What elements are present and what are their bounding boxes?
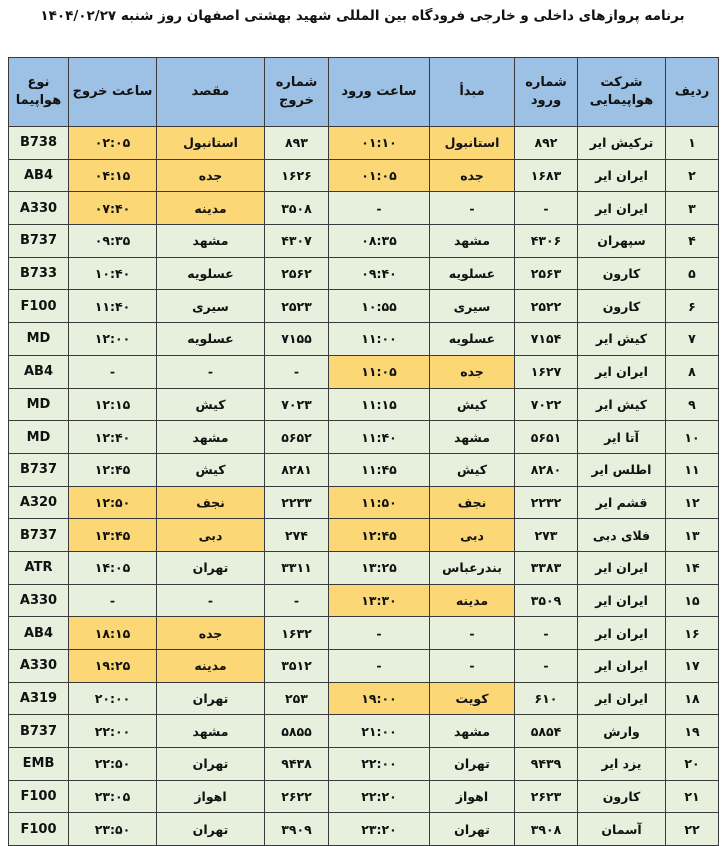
cell-departure-number: ۳۵۱۲ <box>265 650 329 683</box>
cell-airline: کیش ایر <box>578 323 666 356</box>
cell-origin: جده <box>430 355 515 388</box>
cell-departure-time: ۱۴:۰۵ <box>69 551 157 584</box>
cell-row-number: ۲ <box>666 159 719 192</box>
cell-airline: کیش ایر <box>578 388 666 421</box>
cell-arrival-number: ۳۹۰۸ <box>515 813 578 846</box>
table-row <box>9 617 719 650</box>
table-row <box>9 650 719 683</box>
cell-row-number: ۱ <box>666 127 719 160</box>
cell-row-number: ۵ <box>666 257 719 290</box>
cell-arrival-number: ۷۱۵۴ <box>515 323 578 356</box>
cell-departure-time: ۲۳:۵۰ <box>69 813 157 846</box>
cell-departure-number: ۵۸۵۵ <box>265 715 329 748</box>
table-row <box>9 453 719 486</box>
cell-destination: کیش <box>157 453 265 486</box>
cell-row-number: ۱۹ <box>666 715 719 748</box>
cell-origin: بندرعباس <box>430 551 515 584</box>
cell-row-number: ۱۵ <box>666 584 719 617</box>
cell-departure-number: - <box>265 355 329 388</box>
cell-row-number: ۲۲ <box>666 813 719 846</box>
cell-origin: عسلویه <box>430 257 515 290</box>
cell-destination: تهران <box>157 682 265 715</box>
cell-airline: فلای دبی <box>578 519 666 552</box>
cell-airline: ایران ایر <box>578 551 666 584</box>
cell-destination: عسلویه <box>157 323 265 356</box>
header-row-number: ردیف <box>666 58 719 127</box>
header-departure-number: شماره خروج <box>265 58 329 127</box>
cell-departure-number: ۲۵۳ <box>265 682 329 715</box>
cell-arrival-time: - <box>329 617 430 650</box>
table-body <box>9 127 719 846</box>
cell-departure-time: ۱۹:۲۵ <box>69 650 157 683</box>
cell-origin: جده <box>430 159 515 192</box>
cell-arrival-number: ۴۳۰۶ <box>515 225 578 258</box>
cell-arrival-number: ۸۲۸۰ <box>515 453 578 486</box>
cell-origin: دبی <box>430 519 515 552</box>
cell-origin: - <box>430 617 515 650</box>
header-arrival-time: ساعت ورود <box>329 58 430 127</box>
cell-departure-time: ۱۲:۴۰ <box>69 421 157 454</box>
cell-row-number: ۲۱ <box>666 780 719 813</box>
cell-airline: ایران ایر <box>578 584 666 617</box>
cell-aircraft-type: MD <box>9 421 69 454</box>
cell-aircraft-type: ATR <box>9 551 69 584</box>
cell-arrival-time: ۰۱:۱۰ <box>329 127 430 160</box>
cell-aircraft-type: AB4 <box>9 159 69 192</box>
cell-aircraft-type: EMB <box>9 748 69 781</box>
cell-row-number: ۸ <box>666 355 719 388</box>
cell-destination: - <box>157 355 265 388</box>
cell-row-number: ۱۶ <box>666 617 719 650</box>
cell-origin: اهواز <box>430 780 515 813</box>
table-row <box>9 355 719 388</box>
cell-departure-time: ۰۲:۰۵ <box>69 127 157 160</box>
cell-arrival-number: ۷۰۲۲ <box>515 388 578 421</box>
cell-row-number: ۲۰ <box>666 748 719 781</box>
cell-departure-number: ۲۶۲۲ <box>265 780 329 813</box>
cell-departure-number: ۴۳۰۷ <box>265 225 329 258</box>
cell-arrival-time: ۲۲:۲۰ <box>329 780 430 813</box>
cell-arrival-time: ۱۲:۴۵ <box>329 519 430 552</box>
table-row <box>9 192 719 225</box>
header-departure-time: ساعت خروج <box>69 58 157 127</box>
cell-origin: عسلویه <box>430 323 515 356</box>
table-row <box>9 421 719 454</box>
cell-departure-time: ۰۹:۳۵ <box>69 225 157 258</box>
table-row <box>9 682 719 715</box>
cell-aircraft-type: A330 <box>9 584 69 617</box>
cell-arrival-number: ۲۵۶۳ <box>515 257 578 290</box>
cell-destination: مدینه <box>157 192 265 225</box>
cell-arrival-time: ۱۰:۵۵ <box>329 290 430 323</box>
cell-airline: ایران ایر <box>578 650 666 683</box>
cell-origin: نجف <box>430 486 515 519</box>
cell-arrival-number: ۳۳۸۳ <box>515 551 578 584</box>
cell-aircraft-type: A330 <box>9 650 69 683</box>
cell-arrival-number: ۵۶۵۱ <box>515 421 578 454</box>
cell-arrival-time: ۲۱:۰۰ <box>329 715 430 748</box>
cell-airline: سپهران <box>578 225 666 258</box>
flight-schedule-table <box>8 57 719 846</box>
cell-arrival-number: ۵۸۵۴ <box>515 715 578 748</box>
cell-departure-time: ۱۳:۴۵ <box>69 519 157 552</box>
table-row <box>9 225 719 258</box>
cell-row-number: ۱۲ <box>666 486 719 519</box>
cell-airline: اطلس ایر <box>578 453 666 486</box>
header-destination: مقصد <box>157 58 265 127</box>
cell-aircraft-type: B737 <box>9 715 69 748</box>
cell-origin: تهران <box>430 748 515 781</box>
cell-arrival-time: ۱۳:۲۵ <box>329 551 430 584</box>
cell-arrival-time: - <box>329 192 430 225</box>
cell-airline: ایران ایر <box>578 355 666 388</box>
cell-departure-number: - <box>265 584 329 617</box>
cell-arrival-time: ۱۳:۳۰ <box>329 584 430 617</box>
table-row <box>9 715 719 748</box>
cell-destination: تهران <box>157 748 265 781</box>
cell-row-number: ۱۷ <box>666 650 719 683</box>
cell-aircraft-type: F100 <box>9 780 69 813</box>
cell-departure-time: ۱۱:۴۰ <box>69 290 157 323</box>
cell-row-number: ۱۳ <box>666 519 719 552</box>
cell-aircraft-type: A330 <box>9 192 69 225</box>
cell-origin: کیش <box>430 453 515 486</box>
cell-row-number: ۱۰ <box>666 421 719 454</box>
cell-row-number: ۳ <box>666 192 719 225</box>
cell-aircraft-type: MD <box>9 323 69 356</box>
cell-departure-time: - <box>69 355 157 388</box>
cell-row-number: ۹ <box>666 388 719 421</box>
table-row <box>9 323 719 356</box>
cell-origin: مشهد <box>430 225 515 258</box>
page-title: برنامه پروازهای داخلی و خارجی فرودگاه بین المللی شهید بهشتی اصفهان روز شنبه ۱۴۰۴/۰۲/۲۷ <box>40 8 685 24</box>
cell-arrival-number: ۹۴۳۹ <box>515 748 578 781</box>
cell-destination: نجف <box>157 486 265 519</box>
cell-aircraft-type: B737 <box>9 519 69 552</box>
cell-departure-number: ۸۲۸۱ <box>265 453 329 486</box>
cell-origin: کویت <box>430 682 515 715</box>
cell-arrival-time: ۱۱:۴۵ <box>329 453 430 486</box>
cell-departure-time: ۲۰:۰۰ <box>69 682 157 715</box>
cell-arrival-number: ۶۱۰ <box>515 682 578 715</box>
cell-departure-time: ۱۸:۱۵ <box>69 617 157 650</box>
cell-departure-time: ۱۲:۵۰ <box>69 486 157 519</box>
cell-origin: مدینه <box>430 584 515 617</box>
cell-airline: ترکیش ایر <box>578 127 666 160</box>
cell-arrival-time: ۰۱:۰۵ <box>329 159 430 192</box>
cell-departure-time: ۱۲:۰۰ <box>69 323 157 356</box>
cell-arrival-time: ۱۱:۰۵ <box>329 355 430 388</box>
cell-departure-time: ۱۰:۴۰ <box>69 257 157 290</box>
cell-airline: ایران ایر <box>578 159 666 192</box>
cell-destination: جده <box>157 617 265 650</box>
table-row <box>9 486 719 519</box>
table-row <box>9 748 719 781</box>
table-row <box>9 780 719 813</box>
cell-arrival-time: ۱۱:۰۰ <box>329 323 430 356</box>
cell-departure-number: ۷۱۵۵ <box>265 323 329 356</box>
cell-row-number: ۱۱ <box>666 453 719 486</box>
cell-destination: عسلویه <box>157 257 265 290</box>
table-row <box>9 388 719 421</box>
cell-departure-number: ۲۲۳۳ <box>265 486 329 519</box>
cell-arrival-number: ۸۹۲ <box>515 127 578 160</box>
table-row <box>9 519 719 552</box>
cell-arrival-number: - <box>515 617 578 650</box>
cell-arrival-time: ۲۳:۲۰ <box>329 813 430 846</box>
cell-departure-time: ۰۴:۱۵ <box>69 159 157 192</box>
cell-departure-time: ۱۲:۴۵ <box>69 453 157 486</box>
cell-departure-number: ۷۰۲۳ <box>265 388 329 421</box>
header-arrival-number: شماره ورود <box>515 58 578 127</box>
cell-origin: استانبول <box>430 127 515 160</box>
cell-arrival-time: ۱۱:۵۰ <box>329 486 430 519</box>
cell-aircraft-type: B733 <box>9 257 69 290</box>
cell-arrival-number: ۱۶۲۷ <box>515 355 578 388</box>
cell-row-number: ۴ <box>666 225 719 258</box>
cell-origin: - <box>430 192 515 225</box>
cell-destination: دبی <box>157 519 265 552</box>
table-row <box>9 159 719 192</box>
cell-arrival-number: - <box>515 650 578 683</box>
cell-destination: - <box>157 584 265 617</box>
cell-arrival-time: ۰۹:۴۰ <box>329 257 430 290</box>
cell-arrival-time: ۱۱:۱۵ <box>329 388 430 421</box>
cell-destination: تهران <box>157 813 265 846</box>
cell-airline: آسمان <box>578 813 666 846</box>
cell-arrival-time: ۱۹:۰۰ <box>329 682 430 715</box>
cell-arrival-number: ۱۶۸۳ <box>515 159 578 192</box>
cell-origin: - <box>430 650 515 683</box>
cell-departure-number: ۲۵۲۳ <box>265 290 329 323</box>
cell-airline: آتا ایر <box>578 421 666 454</box>
cell-origin: کیش <box>430 388 515 421</box>
cell-departure-number: ۳۳۱۱ <box>265 551 329 584</box>
table-row <box>9 127 719 160</box>
cell-aircraft-type: A320 <box>9 486 69 519</box>
cell-airline: ایران ایر <box>578 192 666 225</box>
cell-aircraft-type: AB4 <box>9 617 69 650</box>
cell-airline: قشم ایر <box>578 486 666 519</box>
cell-airline: کارون <box>578 257 666 290</box>
table-header-row <box>9 58 719 127</box>
cell-departure-number: ۹۴۳۸ <box>265 748 329 781</box>
cell-origin: تهران <box>430 813 515 846</box>
cell-airline: کارون <box>578 290 666 323</box>
cell-arrival-number: ۲۲۳۲ <box>515 486 578 519</box>
cell-arrival-time: - <box>329 650 430 683</box>
cell-departure-number: ۱۶۲۶ <box>265 159 329 192</box>
table-row <box>9 813 719 846</box>
cell-row-number: ۱۸ <box>666 682 719 715</box>
cell-aircraft-type: B738 <box>9 127 69 160</box>
cell-departure-number: ۳۹۰۹ <box>265 813 329 846</box>
cell-departure-time: ۲۲:۵۰ <box>69 748 157 781</box>
cell-origin: مشهد <box>430 421 515 454</box>
cell-departure-time: ۱۲:۱۵ <box>69 388 157 421</box>
cell-arrival-number: ۳۵۰۹ <box>515 584 578 617</box>
cell-destination: جده <box>157 159 265 192</box>
cell-departure-number: ۳۵۰۸ <box>265 192 329 225</box>
cell-departure-time: ۲۳:۰۵ <box>69 780 157 813</box>
cell-arrival-number: ۲۶۲۳ <box>515 780 578 813</box>
cell-aircraft-type: B737 <box>9 453 69 486</box>
cell-destination: مشهد <box>157 421 265 454</box>
cell-destination: سیری <box>157 290 265 323</box>
cell-destination: مشهد <box>157 715 265 748</box>
cell-departure-number: ۸۹۳ <box>265 127 329 160</box>
header-airline: شرکت هواپیمایی <box>578 58 666 127</box>
cell-aircraft-type: F100 <box>9 813 69 846</box>
cell-destination: مشهد <box>157 225 265 258</box>
cell-arrival-time: ۰۸:۳۵ <box>329 225 430 258</box>
table-row <box>9 551 719 584</box>
header-origin: مبدأ <box>430 58 515 127</box>
cell-arrival-number: ۲۵۲۲ <box>515 290 578 323</box>
cell-origin: مشهد <box>430 715 515 748</box>
cell-arrival-number: - <box>515 192 578 225</box>
cell-arrival-number: ۲۷۳ <box>515 519 578 552</box>
cell-departure-number: ۵۶۵۲ <box>265 421 329 454</box>
cell-arrival-time: ۲۲:۰۰ <box>329 748 430 781</box>
cell-destination: کیش <box>157 388 265 421</box>
cell-row-number: ۱۴ <box>666 551 719 584</box>
cell-departure-time: ۲۲:۰۰ <box>69 715 157 748</box>
table-row <box>9 290 719 323</box>
cell-origin: سیری <box>430 290 515 323</box>
cell-airline: ایران ایر <box>578 617 666 650</box>
cell-row-number: ۷ <box>666 323 719 356</box>
cell-aircraft-type: F100 <box>9 290 69 323</box>
table-row <box>9 584 719 617</box>
cell-departure-time: ۰۷:۴۰ <box>69 192 157 225</box>
cell-destination: اهواز <box>157 780 265 813</box>
cell-row-number: ۶ <box>666 290 719 323</box>
cell-aircraft-type: B737 <box>9 225 69 258</box>
cell-arrival-time: ۱۱:۴۰ <box>329 421 430 454</box>
cell-aircraft-type: MD <box>9 388 69 421</box>
cell-destination: مدینه <box>157 650 265 683</box>
cell-destination: تهران <box>157 551 265 584</box>
cell-departure-number: ۲۷۴ <box>265 519 329 552</box>
cell-airline: ایران ایر <box>578 682 666 715</box>
cell-airline: کارون <box>578 780 666 813</box>
cell-destination: استانبول <box>157 127 265 160</box>
table-row <box>9 257 719 290</box>
cell-departure-number: ۲۵۶۲ <box>265 257 329 290</box>
header-aircraft-type: نوع هواپیما <box>9 58 69 127</box>
cell-aircraft-type: AB4 <box>9 355 69 388</box>
cell-aircraft-type: A319 <box>9 682 69 715</box>
cell-airline: وارش <box>578 715 666 748</box>
cell-departure-number: ۱۶۳۲ <box>265 617 329 650</box>
cell-departure-time: - <box>69 584 157 617</box>
cell-airline: یزد ایر <box>578 748 666 781</box>
